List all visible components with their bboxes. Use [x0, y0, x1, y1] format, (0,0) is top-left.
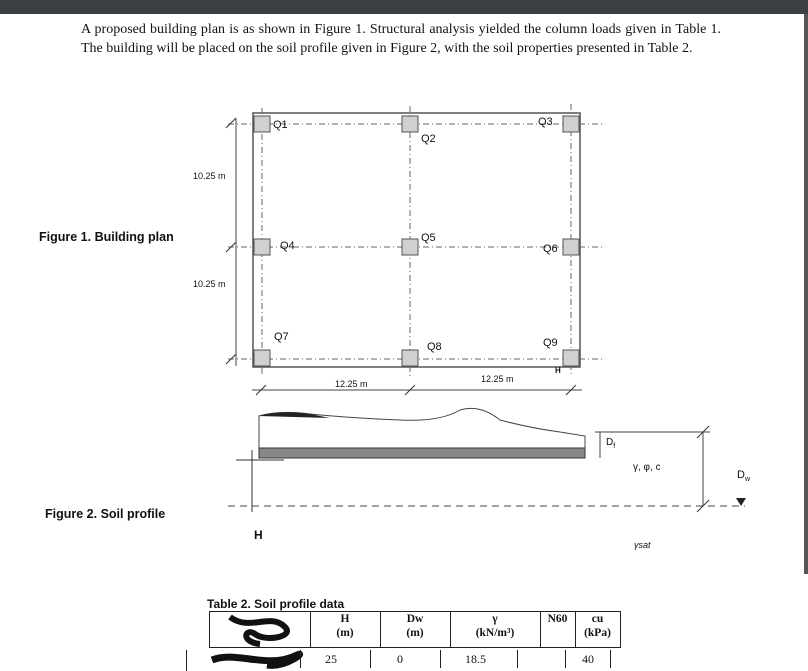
tick: [226, 242, 236, 252]
tick: [566, 385, 576, 395]
td-gamma: 18.5: [465, 652, 486, 666]
th-h: [310, 612, 380, 647]
figure2-label: Figure 2. Soil profile: [45, 507, 166, 521]
column-q3: [563, 116, 579, 132]
tick: [405, 385, 415, 395]
label-q7: Q7: [274, 331, 289, 343]
df-sub: f: [613, 443, 616, 450]
tick: [226, 118, 236, 128]
row-divider: [517, 650, 518, 668]
th-dw: [380, 612, 450, 647]
plan-h-mark: H: [555, 366, 561, 375]
dw-sub: w: [744, 476, 751, 484]
column-q8: [402, 350, 418, 366]
th-cu-unit: (kPa): [584, 627, 611, 639]
th-dw-unit: (m): [406, 627, 424, 639]
column-q7: [254, 350, 270, 366]
column-q1: [254, 116, 270, 132]
row-divider: [440, 650, 441, 668]
th-dw-top: Dw: [406, 613, 424, 625]
label-q8: Q8: [427, 341, 442, 353]
label-q3: Q3: [538, 116, 553, 128]
dw-label: [737, 469, 750, 483]
gamma-sat-label: γsat: [634, 540, 651, 550]
figure1-label: Figure 1. Building plan: [39, 230, 174, 244]
table2-caption: Table 2. Soil profile data: [207, 597, 345, 611]
th-cu: [575, 612, 620, 647]
th-gamma-top: γ: [492, 613, 498, 625]
soil-props-label: γ, φ, c: [633, 462, 661, 473]
table2-header-row: [209, 611, 621, 648]
label-q5: Q5: [421, 232, 436, 244]
tick: [697, 426, 709, 438]
row-divider: [565, 650, 566, 668]
label-q2: Q2: [421, 133, 436, 145]
dim-label-h2: 12.25 m: [481, 374, 514, 384]
df-label: [606, 437, 615, 450]
th-gamma-unit: (kN/m³): [475, 627, 515, 639]
foundation-slab: [259, 448, 585, 458]
dim-label-h1: 12.25 m: [335, 379, 368, 389]
td-dw: 0: [397, 652, 403, 666]
column-q9: [563, 350, 579, 366]
scrollbar[interactable]: [804, 14, 808, 574]
intro-paragraph: A proposed building plan is as shown in Figure 1. Structural analysis yielded the column loads given in Table 1. The building will be placed on the soil profile given in Figure 2, with the soil properties presented in Table 2.: [81, 22, 721, 56]
plan-outline: [253, 113, 580, 367]
td-cu: 40: [582, 652, 594, 666]
dim-label-v1: 10.25 m: [193, 171, 226, 181]
dw-text: D: [737, 469, 745, 481]
label-q6: Q6: [543, 243, 558, 255]
water-table-arrow-icon: [736, 498, 746, 506]
column-q5: [402, 239, 418, 255]
table2-data-row: [186, 650, 617, 671]
row-divider: [610, 650, 611, 668]
column-q2: [402, 116, 418, 132]
window-top-bar: [0, 0, 808, 14]
label-q1: Q1: [273, 119, 288, 131]
th-n60: [540, 612, 575, 647]
th-h-top: H: [340, 613, 350, 625]
label-q9: Q9: [543, 337, 558, 349]
ground-surface: [259, 408, 585, 448]
tick: [226, 354, 236, 364]
row-divider: [370, 650, 371, 668]
profile-h-mark: H: [254, 528, 263, 542]
th-n60-top: N60: [547, 613, 568, 625]
tick: [697, 500, 709, 512]
tick: [256, 385, 266, 395]
row-divider: [300, 650, 301, 668]
scribble-mark: [210, 612, 310, 647]
scribble-cell: [210, 612, 310, 647]
label-q4: Q4: [280, 240, 295, 252]
td-h: 25: [325, 652, 337, 666]
column-q6: [563, 239, 579, 255]
df-text: D: [606, 437, 614, 448]
th-h-unit: (m): [336, 627, 354, 639]
column-q4: [254, 239, 270, 255]
dim-label-v2: 10.25 m: [193, 279, 226, 289]
ground-hatch: [259, 412, 330, 418]
th-cu-top: cu: [591, 613, 604, 625]
th-gamma: [450, 612, 540, 647]
